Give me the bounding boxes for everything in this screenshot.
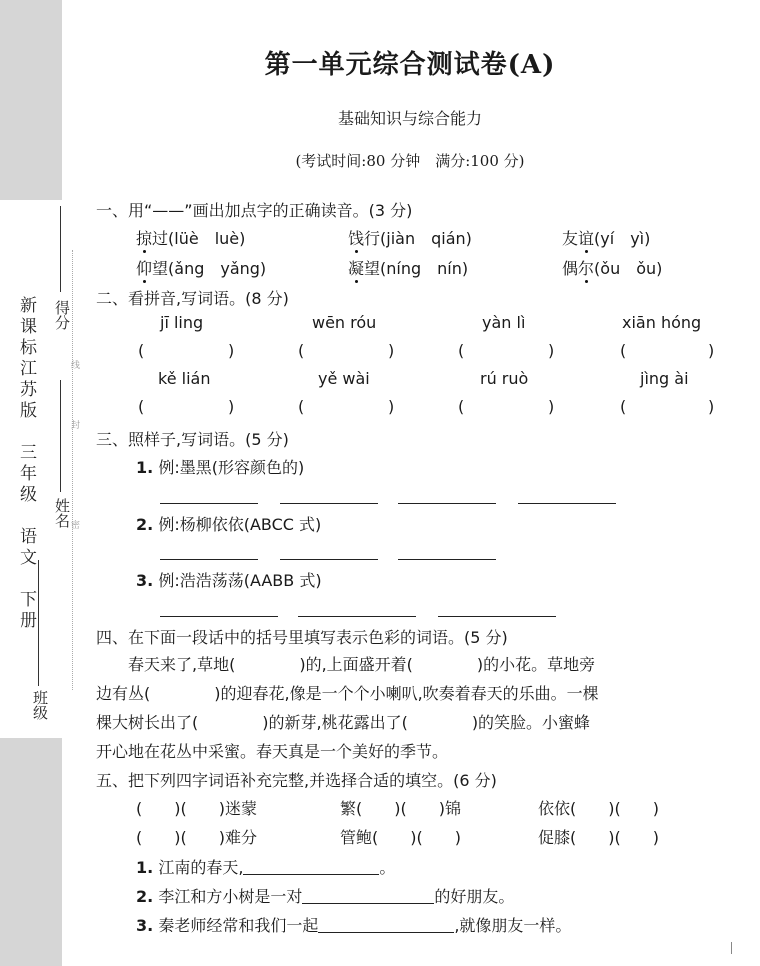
q3-example: 1. 例:墨黑(形容颜色的) <box>136 458 305 477</box>
q2-pinyin: yàn lì <box>482 313 526 332</box>
q5-idiom[interactable]: ( )( )迷蒙 <box>136 799 257 818</box>
q4-passage-line: 边有丛( )的迎春花,像是一个个小喇叭,吹奏着春天的乐曲。一棵 <box>96 684 599 703</box>
q2-pinyin: yě wài <box>318 369 370 388</box>
q3-example: 3. 例:浩浩荡荡(AABB 式) <box>136 571 322 590</box>
q4-passage-line: 开心地在花丛中采蜜。春天真是一个美好的季节。 <box>96 742 449 761</box>
q5-idiom[interactable]: 管鲍( )( ) <box>340 828 461 847</box>
q5-idiom[interactable]: ( )( )难分 <box>136 828 257 847</box>
q1-item[interactable]: 偶尔(ǒu ǒu) <box>562 259 663 278</box>
q2-answer-close: ) <box>708 341 715 360</box>
q2-answer-open[interactable]: ( <box>620 397 627 416</box>
q2-answer-close: ) <box>548 341 555 360</box>
q5-idiom[interactable]: 促膝( )( ) <box>538 828 659 847</box>
margin-decoration-top <box>0 0 62 200</box>
q2-answer-open[interactable]: ( <box>298 341 305 360</box>
q3-answer-line[interactable] <box>280 559 378 560</box>
q2-answer-open[interactable]: ( <box>138 397 145 416</box>
q2-pinyin: kě lián <box>158 369 211 388</box>
q2-answer-open[interactable]: ( <box>458 397 465 416</box>
q3-answer-line[interactable] <box>280 503 378 504</box>
page-subtitle: 基础知识与综合能力 <box>337 109 482 128</box>
q5-fill-line[interactable] <box>302 902 434 904</box>
q1-item[interactable]: 饯行(jiàn qián) <box>348 229 472 248</box>
q2-heading: 二、看拼音,写词语。(8 分) <box>96 289 289 308</box>
q2-answer-open[interactable]: ( <box>620 341 627 360</box>
q2-answer-close: ) <box>388 397 395 416</box>
class-label: 班级 <box>31 690 49 720</box>
crop-mark <box>731 942 742 954</box>
name-line[interactable] <box>60 380 61 492</box>
q5-sentence: 1. 江南的春天, 。 <box>136 858 396 877</box>
q2-pinyin: jìng ài <box>640 369 689 388</box>
q4-passage[interactable] <box>96 650 726 766</box>
q2-answer-close: ) <box>708 397 715 416</box>
seal-mark-line: 线 <box>69 360 79 369</box>
q2-answer-close: ) <box>228 397 235 416</box>
q2-answer-open[interactable]: ( <box>298 397 305 416</box>
q4-heading: 四、在下面一段话中的括号里填写表示色彩的词语。(5 分) <box>96 628 508 647</box>
page-title: 第一单元综合测试卷(A) <box>264 50 556 80</box>
book-series-title: 新课标江苏版 三年级 语文 下册 <box>16 296 36 632</box>
seal-mark-seal: 封 <box>69 420 79 429</box>
q3-answer-line[interactable] <box>518 503 616 504</box>
q4-passage-line: 春天来了,草地( )的,上面盛开着( )的小花。草地旁 <box>96 655 596 674</box>
q2-answer-close: ) <box>228 341 235 360</box>
seal-mark-dense: 密 <box>69 520 79 529</box>
q3-answer-line[interactable] <box>160 616 278 617</box>
q5-idiom[interactable]: 依依( )( ) <box>538 799 659 818</box>
q3-example: 2. 例:杨柳依依(ABCC 式) <box>136 515 322 534</box>
margin-decoration-bottom <box>0 738 62 966</box>
q2-pinyin: rú ruò <box>480 369 529 388</box>
q2-answer-close: ) <box>548 397 555 416</box>
q3-answer-line[interactable] <box>398 559 496 560</box>
q5-sentence: 2. 李江和方小树是一对 的好朋友。 <box>136 887 515 906</box>
q2-answer-open[interactable]: ( <box>138 341 145 360</box>
q1-heading: 一、用“——”画出加点字的正确读音。(3 分) <box>96 201 413 220</box>
name-label: 姓名 <box>53 498 71 528</box>
score-label: 得分 <box>53 300 71 330</box>
q3-heading: 三、照样子,写词语。(5 分) <box>96 430 289 449</box>
q3-answer-line[interactable] <box>298 616 416 617</box>
exam-info: (考试时间:80 分钟 满分:100 分) <box>295 152 525 170</box>
q1-item[interactable]: 友谊(yí yì) <box>562 229 651 248</box>
q3-answer-line[interactable] <box>160 559 258 560</box>
q5-idiom[interactable]: 繁( )( )锦 <box>340 799 461 818</box>
q1-item[interactable]: 掠过(lüè luè) <box>136 229 246 248</box>
q2-answer-open[interactable]: ( <box>458 341 465 360</box>
q3-answer-line[interactable] <box>438 616 556 617</box>
q4-passage-line: 棵大树长出了( )的新芽,桃花露出了( )的笑脸。小蜜蜂 <box>96 713 591 732</box>
q1-item[interactable]: 凝望(níng nín) <box>348 259 469 278</box>
q5-fill-line[interactable] <box>318 931 454 933</box>
seal-cut-line <box>72 250 73 690</box>
q5-fill-line[interactable] <box>243 873 379 875</box>
score-line[interactable] <box>60 206 61 292</box>
q2-pinyin: jī ling <box>160 313 204 332</box>
q2-pinyin: wēn róu <box>312 313 377 332</box>
q5-sentence: 3. 秦老师经常和我们一起 ,就像朋友一样。 <box>136 916 572 935</box>
q2-pinyin: xiān hóng <box>622 313 702 332</box>
q3-answer-line[interactable] <box>160 503 258 504</box>
q2-answer-close: ) <box>388 341 395 360</box>
q5-heading: 五、把下列四字词语补充完整,并选择合适的填空。(6 分) <box>96 771 497 790</box>
q3-answer-line[interactable] <box>398 503 496 504</box>
q1-item[interactable]: 仰望(ǎng yǎng) <box>136 259 267 278</box>
class-line[interactable] <box>38 560 39 686</box>
